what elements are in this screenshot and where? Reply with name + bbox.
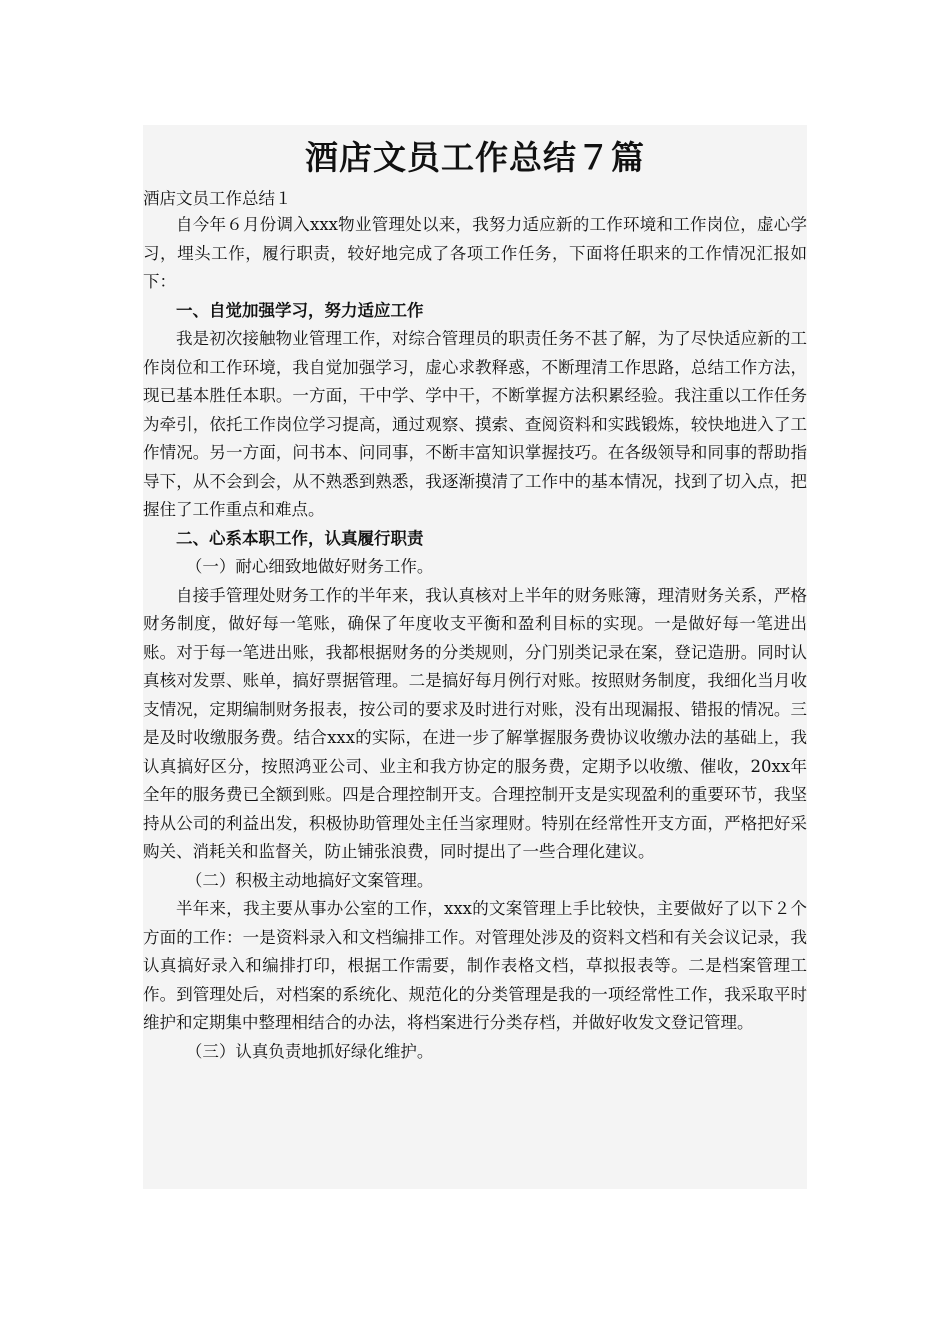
- paragraph-intro: 自今年６月份调入xxx物业管理处以来，我努力适应新的工作环境和工作岗位，虚心学习，埋头工作，履行职责，较好地完成了各项工作任务，下面将任职来的工作情况汇报如下：: [143, 215, 807, 291]
- paragraph-finance: 自接手管理处财务工作的半年来，我认真核对上半年的财务账簿，理清财务关系，严格财务制度，做好每一笔账，确保了年度收支平衡和盈利目标的实现。一是做好每一笔进出账。对于每一笔进出账，我都根据财务的分类规则，分门别类记录在案，登记造册。同时认真核对发票、账单，搞好票据管理。二是搞好每月例行对账。按照财务制度，我细化当月收支情况，定期编制财务报表，按公司的要求及时进行对账，没有出现漏报、错报的情况。三是及时收缴服务费。结合xxx的实际，在进一步了解掌握服务费协议收缴办法的基础上，我认真搞好区分，按照鸿亚公司、业主和我方协定的服务费，定期予以收缴、催收，20xx年全年的服务费已全额到账。四是合理控制开支。合理控制开支是实现盈利的重要环节，我坚持从公司的利益出发，积极协助管理处主任当家理财。特别在经常性开支方面，严格把好采购关、消耗关和监督关，防止铺张浪费，同时提出了一些合理化建议。: [143, 585, 807, 861]
- document-title: 酒店文员工作总结７篇: [305, 138, 645, 177]
- subheading-finance: （一）耐心细致地做好财务工作。: [185, 557, 434, 576]
- document-page: [143, 125, 807, 1189]
- heading-duties: 二、心系本职工作，认真履行职责: [176, 528, 424, 548]
- paragraph-documents: 半年来，我主要从事办公室的工作，xxx的文案管理上手比较快，主要做好了以下２个方面的工作：一是资料录入和文档编排工作。对管理处涉及的资料文档和有关会议记录，我认真搞好录入和编排打印，根据工作需要，制作表格文档，草拟报表等。二是档案管理工作。到管理处后，对档案的系统化、规范化的分类管理是我的一项经常性工作，我采取平时维护和定期集中整理相结合的办法，将档案进行分类存档，并做好收发文登记管理。: [143, 899, 807, 1032]
- subheading-greening: （三）认真负责地抓好绿化维护。: [185, 1041, 434, 1061]
- heading-study: 一、自觉加强学习，努力适应工作: [176, 300, 424, 320]
- section-title: 酒店文员工作总结１: [143, 189, 292, 208]
- subheading-documents: （二）积极主动地搞好文案管理。: [185, 870, 434, 890]
- paragraph-study: 我是初次接触物业管理工作，对综合管理员的职责任务不甚了解，为了尽快适应新的工作岗位和工作环境，我自觉加强学习，虚心求教释惑，不断理清工作思路，总结工作方法，现已基本胜任本职。一方面，干中学、学中干，不断掌握方法积累经验。我注重以工作任务为牵引，依托工作岗位学习提高，通过观察、摸索、查阅资料和实践锻炼，较快地进入了工作情况。另一方面，问书本、问同事，不断丰富知识掌握技巧。在各级领导和同事的帮助指导下，从不会到会，从不熟悉到熟悉，我逐渐摸清了工作中的基本情况，找到了切入点，把握住了工作重点和难点。: [143, 329, 807, 519]
